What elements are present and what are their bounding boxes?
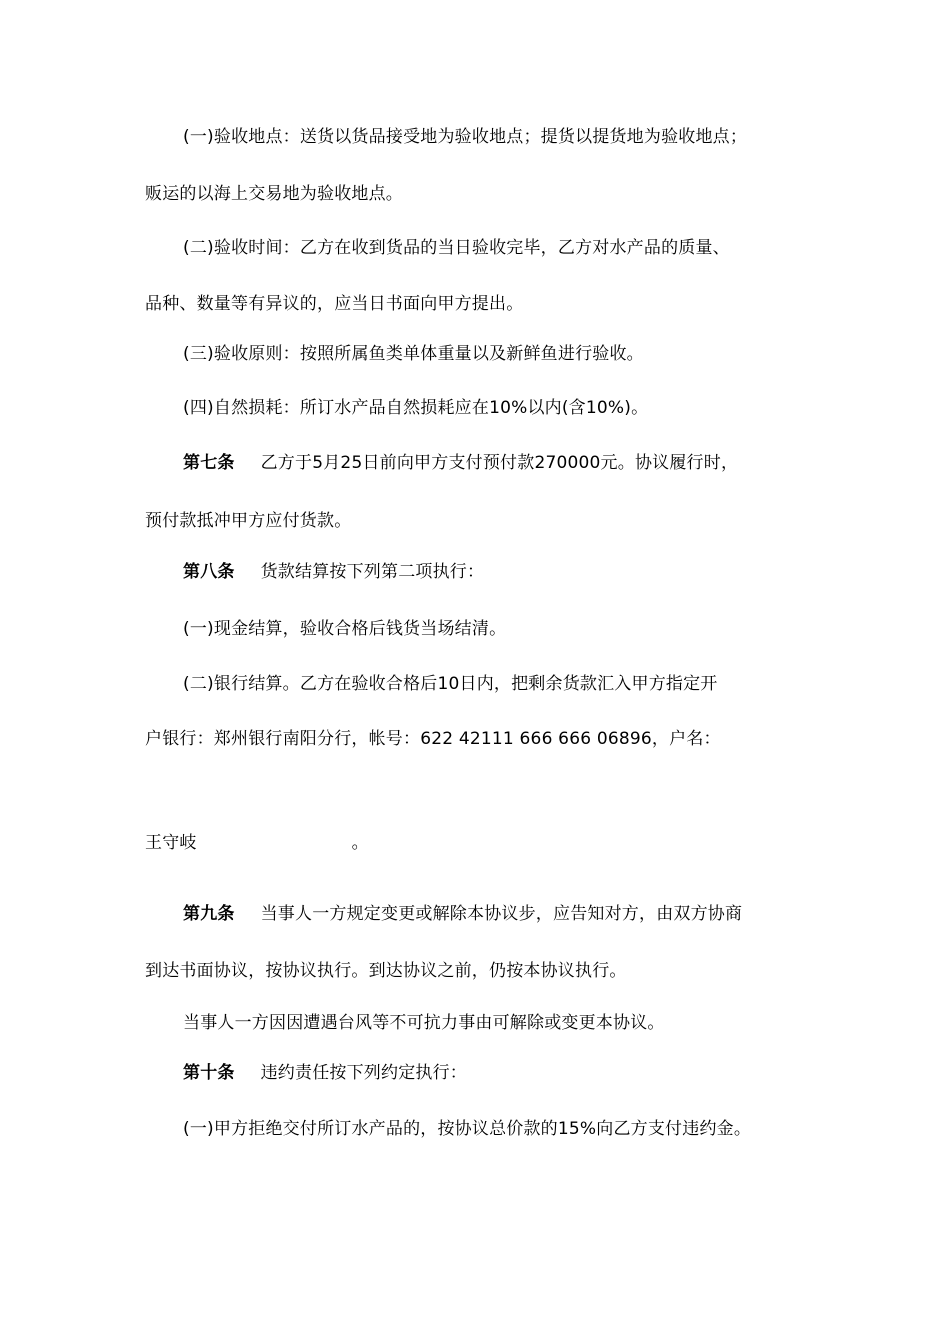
breach-item-1-line: (一)甲方拒绝交付所订水产品的，按协议总价款的15%向乙方支付违约金。 [183, 1119, 752, 1139]
bank-account-line: 户银行：郑州银行南阳分行，帐号：622 42111 666 666 06896，户名： [145, 729, 721, 749]
article-9-text: 当事人一方规定变更或解除本协议步，应告知对方，由双方协商 [260, 904, 743, 924]
acceptance-time-cont: 品种、数量等有异议的，应当日书面向甲方提出。 [145, 294, 524, 314]
article-8-heading: 第八条 [183, 562, 235, 582]
natural-loss-line: (四)自然损耗：所订水产品自然损耗应在10%以内(含10%)。 [183, 398, 649, 418]
article-10-text: 违约责任按下列约定执行： [260, 1063, 468, 1083]
account-name-line [145, 832, 369, 854]
account-name: 王守岐 [145, 833, 197, 853]
article-7-cont: 预付款抵冲甲方应付货款。 [145, 511, 352, 531]
article-8-text: 货款结算按下列第二项执行： [260, 562, 485, 582]
force-majeure-line: 当事人一方因因遭遇台风等不可抗力事由可解除或变更本协议。 [183, 1013, 665, 1033]
article-10-heading: 第十条 [183, 1063, 235, 1083]
acceptance-place-line: (一)验收地点：送货以货品接受地为验收地点；提货以提货地为验收地点； [183, 127, 748, 147]
acceptance-principle-line: (三)验收原则：按照所属鱼类单体重量以及新鲜鱼进行验收。 [183, 344, 644, 364]
article-9-heading: 第九条 [183, 904, 235, 924]
article-7-line [183, 452, 738, 474]
acceptance-time-line: (二)验收时间：乙方在收到货品的当日验收完毕，乙方对水产品的质量、 [183, 238, 730, 258]
article-9-line [183, 903, 742, 925]
article-8-line [183, 561, 484, 583]
cash-settlement-line: (一)现金结算，验收合格后钱货当场结清。 [183, 619, 507, 639]
bank-settlement-line: (二)银行结算。乙方在验收合格后10日内，把剩余货款汇入甲方指定开 [183, 674, 718, 694]
article-7-text: 乙方于5月25日前向甲方支付预付款270000元。协议履行时， [260, 453, 739, 473]
acceptance-place-cont: 贩运的以海上交易地为验收地点。 [145, 184, 403, 204]
end-mark: 。 [351, 833, 369, 853]
article-9-cont: 到达书面协议，按协议执行。到达协议之前，仍按本协议执行。 [145, 961, 627, 981]
article-10-line [183, 1062, 467, 1084]
article-7-heading: 第七条 [183, 453, 235, 473]
